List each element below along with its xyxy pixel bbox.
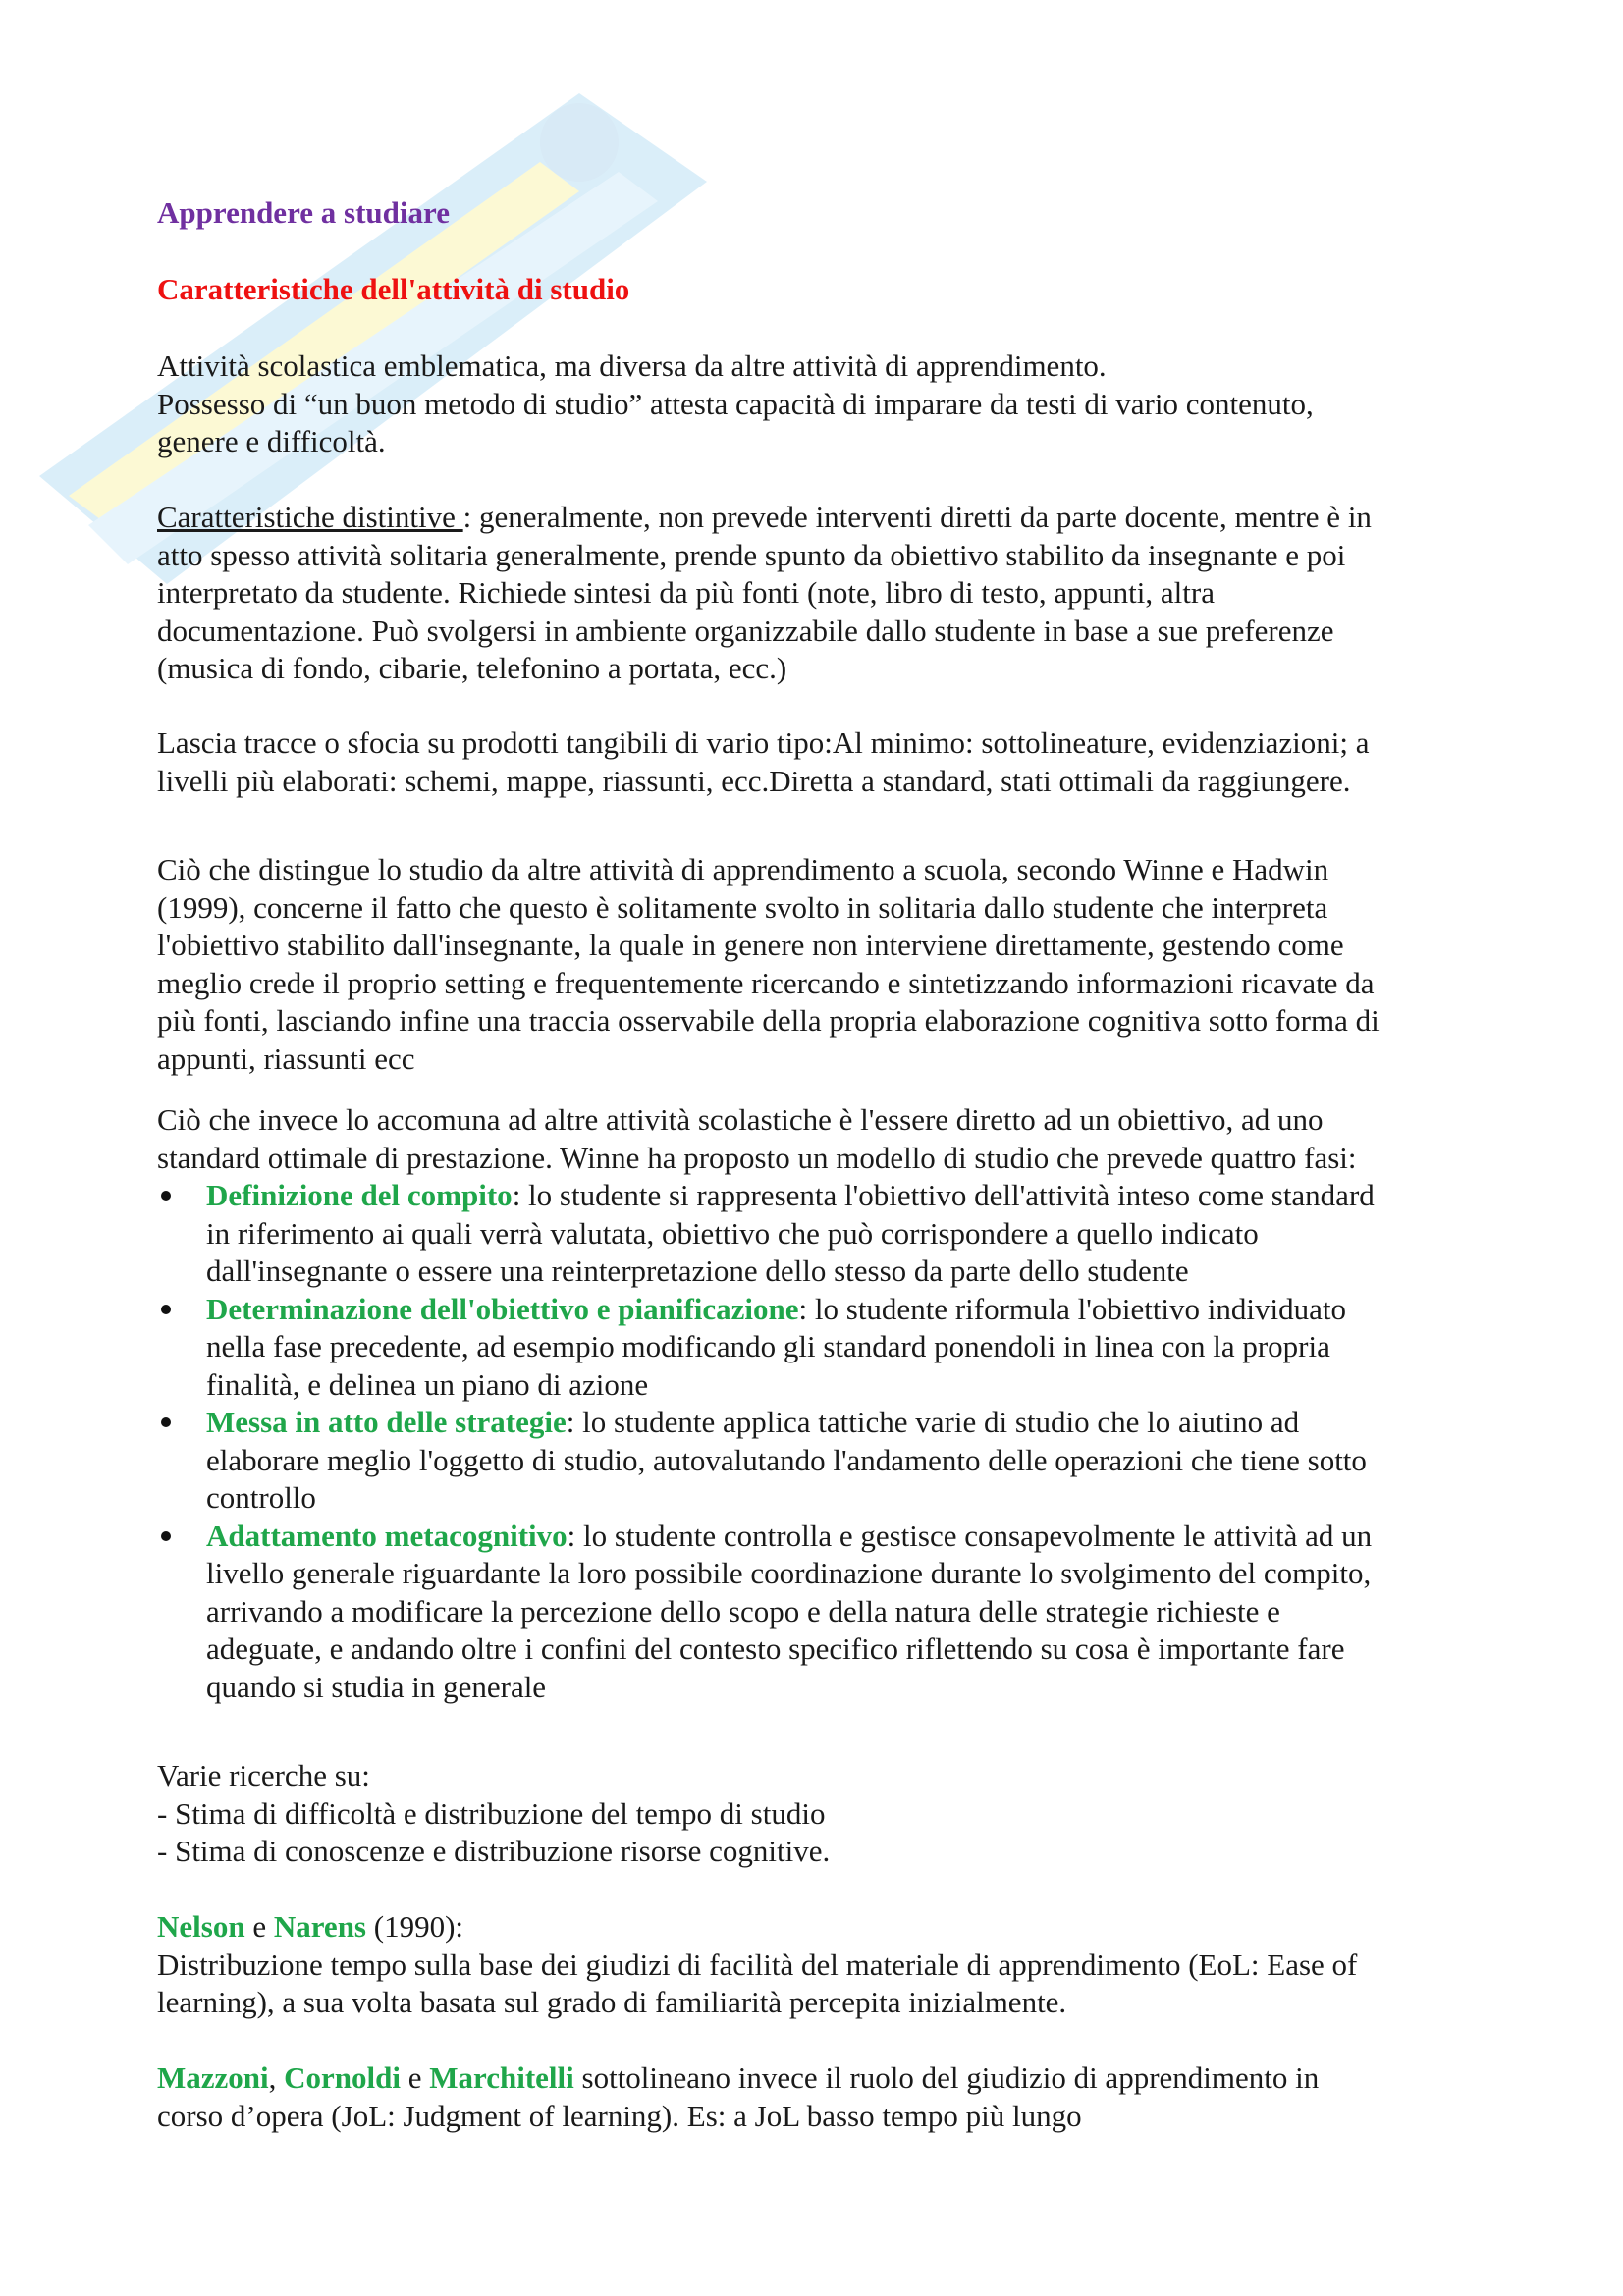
text-line: dall'insegnante o essere una reinterpretazione dello stesso da parte dello studente — [206, 1254, 1189, 1288]
text-span: sottolineano invece il ruolo del giudizio di apprendimento in — [573, 2060, 1320, 2095]
phase-term: Determinazione dell'obiettivo e pianificazione — [206, 1291, 799, 1326]
section-title: Caratteristiche dell'attività di studio — [157, 272, 630, 306]
list-item — [157, 1404, 1492, 1518]
text-line: nella fase precedente, ad esempio modificando gli standard ponendoli in linea con la propria — [206, 1329, 1330, 1363]
text-span: : lo studente si rappresenta l'obiettivo dell'attività inteso come standard — [512, 1178, 1375, 1212]
text-line: standard ottimale di prestazione. Winne ha proposto un modello di studio che prevede quattro fasi: — [157, 1140, 1357, 1175]
text-line — [206, 1404, 1492, 1442]
text-line: appunti, riassunti ecc — [157, 1041, 415, 1076]
text-line: documentazione. Può svolgersi in ambiente organizzabile dallo studente in base a sue preferenze — [157, 613, 1334, 648]
text-span: , — [268, 2060, 285, 2095]
text-line: adeguate, e andando oltre i confini del contesto specifico riflettendo su cosa è importante fare — [206, 1631, 1345, 1666]
text-span: : lo studente applica tattiche varie di studio che lo aiutino ad — [566, 1405, 1300, 1439]
intro-paragraph — [157, 347, 1492, 461]
text-line: Ciò che distingue lo studio da altre attività di apprendimento a scuola, secondo Winne e Hadwin — [157, 852, 1329, 886]
text-line: Ciò che invece lo accomuna ad altre attività scolastiche è l'essere diretto ad un obiettivo, ad uno — [157, 1102, 1324, 1137]
phases-list — [157, 1177, 1492, 1706]
bullet-icon — [161, 1305, 171, 1314]
bullet-icon — [161, 1191, 171, 1201]
text-line: corso d’opera (JoL: Judgment of learning). Es: a JoL basso tempo più lungo — [157, 2098, 1082, 2133]
text-line: Distribuzione tempo sulla base dei giudizi di facilità del materiale di apprendimento (EoL: Ease of — [157, 1947, 1358, 1982]
text-line: atto spesso attività solitaria generalmente, prende spunto da obiettivo stabilito da insegnante e poi — [157, 537, 1346, 572]
text-line: (musica di fondo, cibarie, telefonino a portata, ecc.) — [157, 651, 787, 685]
list-item — [157, 1291, 1492, 1405]
distinguishes-paragraph — [157, 851, 1492, 1078]
mazzoni-paragraph — [157, 2059, 1492, 2135]
text-line: interpretato da studente. Richiede sintesi da più fonti (note, libro di testo, appunti, altra — [157, 575, 1215, 610]
text-line: - Stima di difficoltà e distribuzione del tempo di studio — [157, 1795, 826, 1831]
text-span: : generalmente, non prevede interventi diretti da parte docente, mentre è in — [462, 500, 1372, 534]
text-line: finalità, e delinea un piano di azione — [206, 1366, 649, 1402]
text-line — [157, 499, 1492, 537]
author-name: Mazzoni — [157, 2060, 269, 2095]
author-name: Narens — [273, 1909, 366, 1944]
phase-term: Messa in atto delle strategie — [206, 1405, 567, 1439]
text-line: controllo — [206, 1480, 316, 1515]
list-item — [157, 1177, 1492, 1291]
author-name: Cornoldi — [284, 2060, 401, 2095]
text-span: : lo studente controlla e gestisce consapevolmente le attività ad un — [567, 1518, 1373, 1553]
text-line: Lascia tracce o sfocia su prodotti tangibili di vario tipo:Al minimo: sottolineature, evidenziazioni; a — [157, 725, 1370, 760]
text-line: livello generale riguardante la loro possibile coordinazione durante lo svolgimento del compito, — [206, 1556, 1372, 1590]
text-line — [206, 1291, 1492, 1329]
text-line — [157, 1908, 1492, 1947]
text-line — [206, 1518, 1492, 1556]
text-line: meglio crede il proprio setting e frequentemente ricercando e sintetizzando informazioni ricavate da — [157, 965, 1375, 1000]
text-line: arrivando a modificare la percezione dello scopo e della natura delle strategie richieste e — [206, 1593, 1280, 1629]
text-line: (1999), concerne il fatto che questo è solitamente svolto in solitaria dallo studente che interpreta — [157, 889, 1328, 925]
text-line: quando si studia in generale — [206, 1669, 547, 1704]
text-line: Varie ricerche su: — [157, 1758, 370, 1792]
page-title: Apprendere a studiare — [157, 195, 450, 230]
text-line: in riferimento ai quali verrà valutata, obiettivo che può corrispondere a quello indicato — [206, 1215, 1259, 1251]
text-line: l'obiettivo stabilito dall'insegnante, la quale in genere non interviene direttamente, gestendo come — [157, 928, 1344, 962]
phase-term: Adattamento metacognitivo — [206, 1518, 568, 1553]
research-paragraph — [157, 1757, 1492, 1871]
author-name: Nelson — [157, 1909, 245, 1944]
distinctive-paragraph — [157, 499, 1492, 688]
text-line: elaborare meglio l'oggetto di studio, autovalutando l'andamento delle operazioni che tiene sotto — [206, 1442, 1367, 1477]
text-span: e — [244, 1909, 274, 1944]
text-line: genere e difficoltà. — [157, 424, 386, 458]
text-line — [206, 1177, 1492, 1215]
text-span: : lo studente riformula l'obiettivo individuato — [798, 1291, 1347, 1326]
text-line: learning), a sua volta basata sul grado di familiarità percepita inizialmente. — [157, 1985, 1067, 2019]
text-line: più fonti, lasciando infine una traccia osservabile della propria elaborazione cognitiva sotto forma di — [157, 1003, 1380, 1038]
text-span: e — [401, 2060, 430, 2095]
bullet-icon — [161, 1417, 171, 1427]
traces-paragraph — [157, 724, 1492, 800]
text-line — [157, 2059, 1492, 2098]
list-item — [157, 1518, 1492, 1707]
distinctive-label: Caratteristiche distintive — [157, 500, 463, 534]
common-paragraph — [157, 1101, 1492, 1177]
nelson-paragraph — [157, 1908, 1492, 2022]
text-span: (1990): — [366, 1909, 464, 1944]
text-line: livelli più elaborati: schemi, mappe, riassunti, ecc.Diretta a standard, stati ottimali da raggiungere. — [157, 763, 1351, 798]
text-line: Attività scolastica emblematica, ma diversa da altre attività di apprendimento. — [157, 348, 1107, 383]
text-line: Possesso di “un buon metodo di studio” attesta capacità di imparare da testi di vario contenuto, — [157, 386, 1314, 421]
author-name: Marchitelli — [429, 2060, 574, 2095]
phase-term: Definizione del compito — [206, 1178, 513, 1212]
text-line: - Stima di conoscenze e distribuzione risorse cognitive. — [157, 1834, 831, 1868]
bullet-icon — [161, 1531, 171, 1541]
